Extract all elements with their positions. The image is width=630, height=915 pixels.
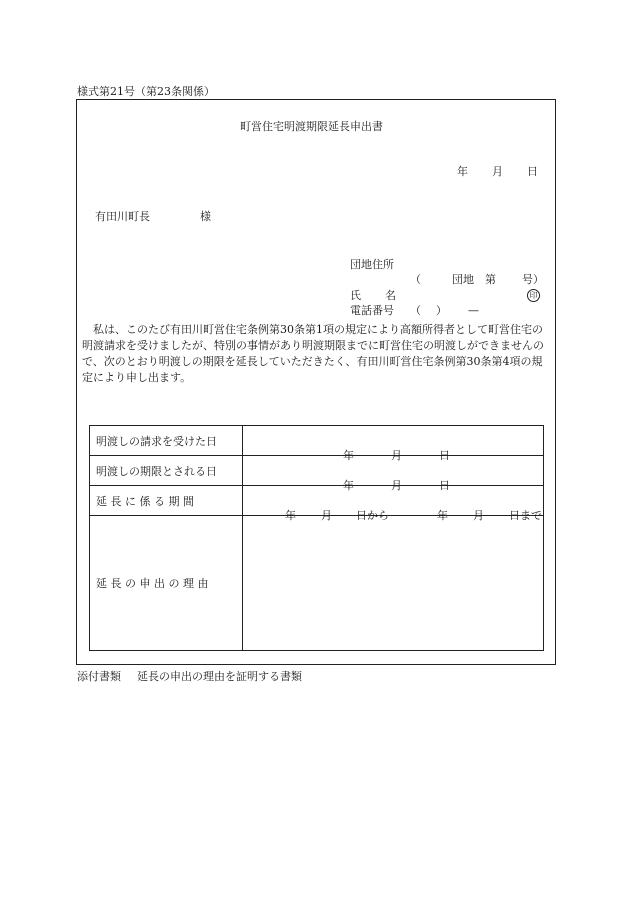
period-label: 延 長 に 係 る 期 間	[90, 486, 243, 516]
address-paren-open: （	[410, 273, 421, 286]
address-dai: 第	[485, 273, 496, 286]
cell-year: 年	[343, 478, 354, 492]
name-label-1: 氏	[350, 289, 361, 302]
cell-day: 日	[439, 448, 450, 462]
to-day: 日まで	[509, 508, 542, 522]
cell-month: 月	[391, 448, 402, 462]
table-row-reason	[90, 516, 544, 651]
addressee-name: 有田川町長	[95, 210, 150, 223]
reason-cell[interactable]	[243, 516, 544, 651]
reason-label: 延 長 の 申 出 の 理 由	[90, 516, 243, 651]
table-row	[90, 456, 544, 486]
date-cell[interactable]	[243, 426, 544, 462]
date-day: 日	[527, 165, 538, 178]
table-row-period	[90, 486, 544, 516]
row-label: 明渡しの請求を受けた日	[90, 426, 243, 456]
application-body: 私は、このたび有田川町営住宅条例第30条第1項の規定により高額所得者として町営住宅の明渡請求を受けましたが、特別の事情があり明渡期限までに町営住宅の明渡しができませんので、次のとおり明渡しの期限を延長していただきたく、有田川町営住宅条例第30条第4項の規定により申し出ます。	[82, 323, 544, 384]
phone-paren-open: （	[410, 304, 421, 317]
phone-label: 電話番号	[350, 304, 394, 317]
date-year: 年	[457, 165, 468, 178]
cell-day: 日	[439, 478, 450, 492]
from-day: 日から	[356, 508, 389, 522]
row-label: 明渡しの期限とされる日	[90, 456, 243, 486]
seal-mark: 印	[527, 289, 540, 302]
date-month: 月	[492, 165, 503, 178]
phone-dash: —	[468, 304, 479, 317]
from-month: 月	[321, 508, 332, 522]
detail-table	[89, 425, 544, 651]
address-go: 号）	[522, 273, 544, 286]
addressee-honorific: 様	[200, 210, 211, 223]
name-label-2: 名	[385, 289, 396, 302]
address-label: 団地住所	[350, 258, 394, 271]
attachment-label: 添付書類	[77, 670, 121, 683]
form-title: 町営住宅明渡期限延長申出書	[240, 120, 383, 133]
to-year: 年	[437, 508, 448, 522]
cell-month: 月	[391, 478, 402, 492]
cell-year: 年	[343, 448, 354, 462]
from-year: 年	[285, 508, 296, 522]
to-month: 月	[473, 508, 484, 522]
form-number: 様式第21号（第23条関係）	[77, 85, 215, 98]
attachment-text: 延長の申出の理由を証明する書類	[137, 670, 302, 683]
phone-paren-close: ）	[436, 304, 447, 317]
address-danchi: 団地	[452, 273, 474, 286]
table-row	[90, 426, 544, 456]
